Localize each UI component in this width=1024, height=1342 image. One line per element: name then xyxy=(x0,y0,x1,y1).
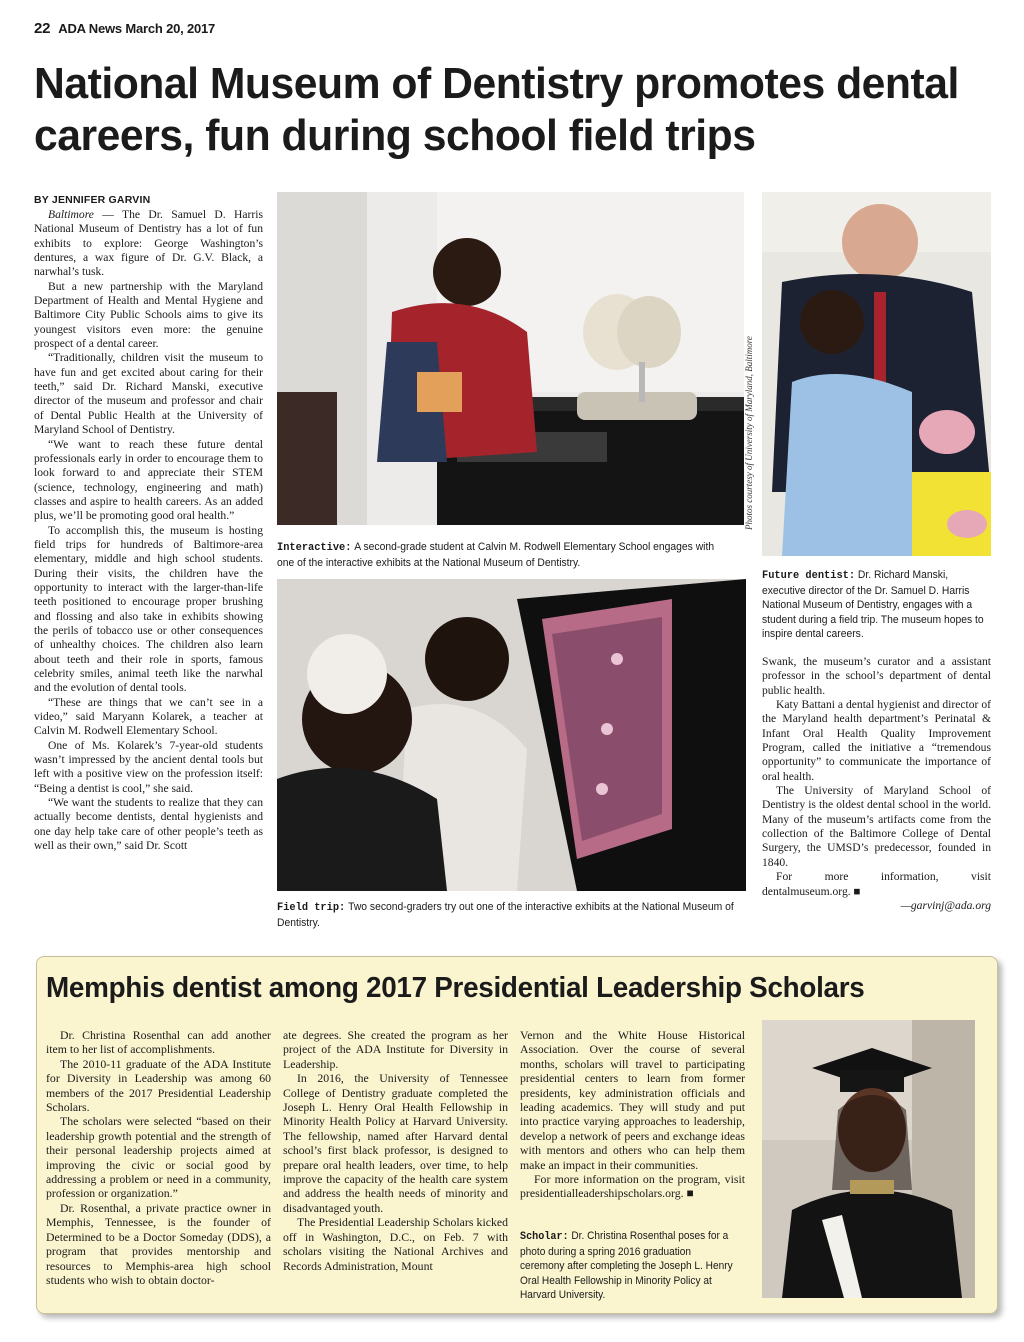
byline: BY JENNIFER GARVIN xyxy=(34,194,151,206)
dateline: Baltimore xyxy=(48,208,94,221)
article-paragraph: To accomplish this, the museum is hosting field trips for hundreds of Baltimore-area elementary, middle and high school students. During their visits, the children have the opportunity to interact with the larger-than-life teeth positioned to encourage proper brushing and flossing and also take in exhibits showing the perils of tobacco use or other consequences of unhealthy choices. The children also learn about teeth and their role in sports, famous celebrity smiles, animal teeth like the narwhal and the evolution of dental tools. xyxy=(34,523,263,695)
article-paragraph: “We want the students to realize that they can actually become dentists, dental hygienists and one day help take care of other people’s teeth as well as their own,” said Dr. Scott xyxy=(34,796,263,853)
article-paragraph: One of Ms. Kolarek’s 7-year-old students wasn’t impressed by the ancient dental tools but left with a positive view on the profession itself: “Being a dentist is cool,” she said. xyxy=(34,738,263,795)
publication-date: ADA News March 20, 2017 xyxy=(58,21,216,36)
article-paragraph: But a new partnership with the Maryland Department of Health and Mental Hygiene and Baltimore City Public Schools aims to give its youngest visitors even more: the genuine prospect of a dental career. xyxy=(34,279,263,351)
sidebar-paragraph: ate degrees. She created the program as her project of the ADA Institute for Diversity in Leadership. xyxy=(283,1028,508,1071)
photo-scholar-portrait xyxy=(762,1020,975,1298)
article-headline: National Museum of Dentistry promotes dental careers, fun during school field trips xyxy=(34,59,959,160)
page-header xyxy=(34,20,215,37)
article-paragraph: “We want to reach these future dental professionals early in order to encourage them to look forward to and appreciate their STEM (science, technology, engineering and math) classes and aspire to health careers. As an added plus, we’ll be promoting good oral health.” xyxy=(34,437,263,523)
article-paragraph: “Traditionally, children visit the museum to have fun and get excited about caring for their teeth,” said Dr. Richard Manski, executive director of the museum and professor and chair of Dental Public Health at the University of Maryland School of Dentistry. xyxy=(34,351,263,437)
article-paragraph: “These are things that we can’t see in a video,” said Maryann Kolarek, a teacher at Calvin M. Rodwell Elementary School. xyxy=(34,695,263,738)
sidebar-paragraph: In 2016, the University of Tennessee College of Dentistry graduate completed the Joseph L. Henry Oral Health Fellowship in Minority Health Policy at Harvard University. The fellowship, named after Harvard dental school’s first black professor, is designed to prepare oral health leaders, over time, to help improve the capacity of the health care system and address the health needs of minority and disadvantaged youth. xyxy=(283,1071,508,1215)
caption-future-dentist: Future dentist: Dr. Richard Manski, executive director of the Dr. Samuel D. Harris National Museum of Dentistry, engages with a student during a field trip. The museum hopes to inspire dental careers. xyxy=(762,569,984,640)
sidebar-paragraph: For more information on the program, visit presidentialleadershipscholars.org. ■ xyxy=(520,1172,745,1201)
article-column-right xyxy=(762,655,991,899)
page-number: 22 xyxy=(34,20,51,37)
sidebar-paragraph: Dr. Christina Rosenthal can add another item to her list of accomplishments. xyxy=(46,1028,271,1057)
sidebar-column-3 xyxy=(520,1028,745,1201)
article-column-left xyxy=(34,208,263,853)
sidebar-column-2 xyxy=(283,1028,508,1273)
sidebar-column-1 xyxy=(46,1028,271,1287)
photo-field-trip xyxy=(277,579,746,891)
sidebar-paragraph: Dr. Rosenthal, a private practice owner in Memphis, Tennessee, is the founder of Determined to be a Doctor Someday (DDS), a program that provides mentorship and resources to Memphis-area high school students who wish to obtain doctor- xyxy=(46,1200,271,1287)
article-paragraph: Katy Battani a dental hygienist and director of the Maryland health department’s Perinatal & Infant Oral Health Quality Improvement Program, called the initiative a “tremendous opportunity” to communicate the importance of oral health. xyxy=(762,698,991,783)
sidebar-paragraph: The Presidential Leadership Scholars kicked off in Washington, D.C., on Feb. 7 with scholars visiting the National Archives and Records Administration, Mount xyxy=(283,1215,508,1273)
sidebar-paragraph: The 2010-11 graduate of the ADA Institute for Diversity in Leadership was among 60 members of the 2017 Presidential Leadership Scholars. xyxy=(46,1056,271,1115)
photo-credit: Photos courtesy of University of Maryland, Baltimore xyxy=(744,336,754,530)
caption-scholar: Scholar: Dr. Christina Rosenthal poses for a photo during a spring 2016 graduation ceremony after completing the Joseph L. Henry Oral Health Fellowship in Minority Policy at Harvard University. xyxy=(520,1230,733,1301)
sidebar-paragraph: Vernon and the White House Historical Association. Over the course of several months, scholars will travel to participating presidential centers to learn from former presidents, key administration officials and leading academics. They will study and put into practice varying approaches to leadership, develop a network of peers and exchange ideas with mentors and others who can help them make an impact in their communities. xyxy=(520,1028,745,1172)
caption-interactive: Interactive: A second-grade student at Calvin M. Rodwell Elementary School engages with one of the interactive exhibits at the National Museum of Dentistry. xyxy=(277,541,715,569)
sidebar-title: Memphis dentist among 2017 Presidential Leadership Scholars xyxy=(46,972,865,1004)
photo-interactive-exhibit xyxy=(277,192,744,525)
caption-field-trip: Field trip: Two second-graders try out one of the interactive exhibits at the National Museum of Dentistry. xyxy=(277,901,734,929)
article-paragraph: Baltimore — The Dr. Samuel D. Harris National Museum of Dentistry has a lot of fun exhibits to explore: George Washington’s dentures, a wax figure of Dr. G.V. Black, a narwhal’s tusk. xyxy=(34,208,263,279)
sidebar-paragraph: The scholars were selected “based on their leadership growth potential and the strength of their personal leadership projects aimed at improving the civic or social good by addressing a problem or need in a community, profession or organization.” xyxy=(46,1114,271,1201)
article-paragraph: The University of Maryland School of Dentistry is the oldest dental school in the world. Many of the museum’s artifacts come from the collection of the Baltimore College of Dental Surgery, the UMSD’s predecessor, founded in 1840. xyxy=(762,784,991,869)
photo-future-dentist xyxy=(762,192,991,556)
article-paragraph: For more information, visit dentalmuseum.org. ■ xyxy=(762,870,991,898)
article-paragraph: Swank, the museum’s curator and a assistant professor in the school’s department of dental public health. xyxy=(762,655,991,697)
author-email: —garvinj@ada.org xyxy=(900,899,991,912)
